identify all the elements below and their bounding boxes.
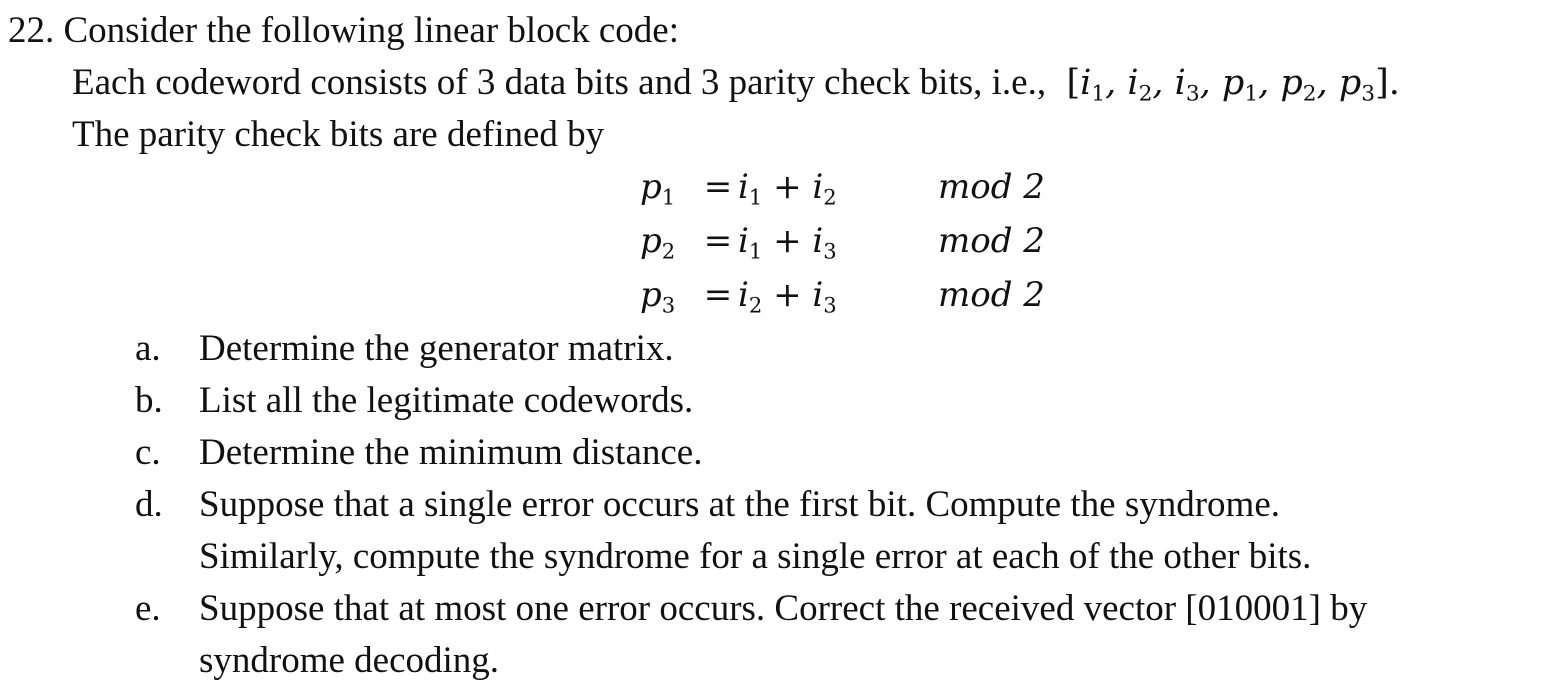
part-e-marker: e. xyxy=(135,588,161,629)
part-d-text-line-1: Suppose that a single error occurs at the first bit. Compute the syndrome. xyxy=(199,484,1280,525)
parity-equation-3: $p_3 = i_2 + i_3$ mod 2 xyxy=(640,275,1045,318)
codeword-description-text: Each codeword consists of 3 data bits and 3 parity check bits, i.e., xyxy=(72,62,1047,103)
codeword-description xyxy=(72,62,1400,107)
parity-definition-intro: The parity check bits are defined by xyxy=(72,114,605,155)
part-e-text-line-1: Suppose that at most one error occurs. Correct the received vector [010001] by xyxy=(199,588,1368,629)
part-b-text: List all the legitimate codewords. xyxy=(199,380,694,421)
part-b-marker: b. xyxy=(135,380,163,421)
part-a-text: Determine the generator matrix. xyxy=(199,328,674,369)
codeword-vector: [$i_1$, $i_2$, $i_3$, $p_1$, $p_2$, $p_3$]. xyxy=(1066,63,1400,107)
problem-number: 22. xyxy=(8,10,55,51)
parity-equation-2: $p_2 = i_1 + i_3$ mod 2 xyxy=(640,221,1045,264)
problem-heading xyxy=(8,12,679,49)
part-c-marker: c. xyxy=(135,432,161,473)
part-d-marker: d. xyxy=(135,484,163,525)
part-d-text-line-2: Similarly, compute the syndrome for a single error at each of the other bits. xyxy=(199,536,1312,577)
part-e-text-line-2: syndrome decoding. xyxy=(199,640,500,681)
problem-title: Consider the following linear block code: xyxy=(63,10,679,51)
part-a-marker: a. xyxy=(135,328,161,369)
part-c-text: Determine the minimum distance. xyxy=(199,432,703,473)
parity-equation-1: $p_1 = i_1 + i_2$ mod 2 xyxy=(640,167,1045,210)
